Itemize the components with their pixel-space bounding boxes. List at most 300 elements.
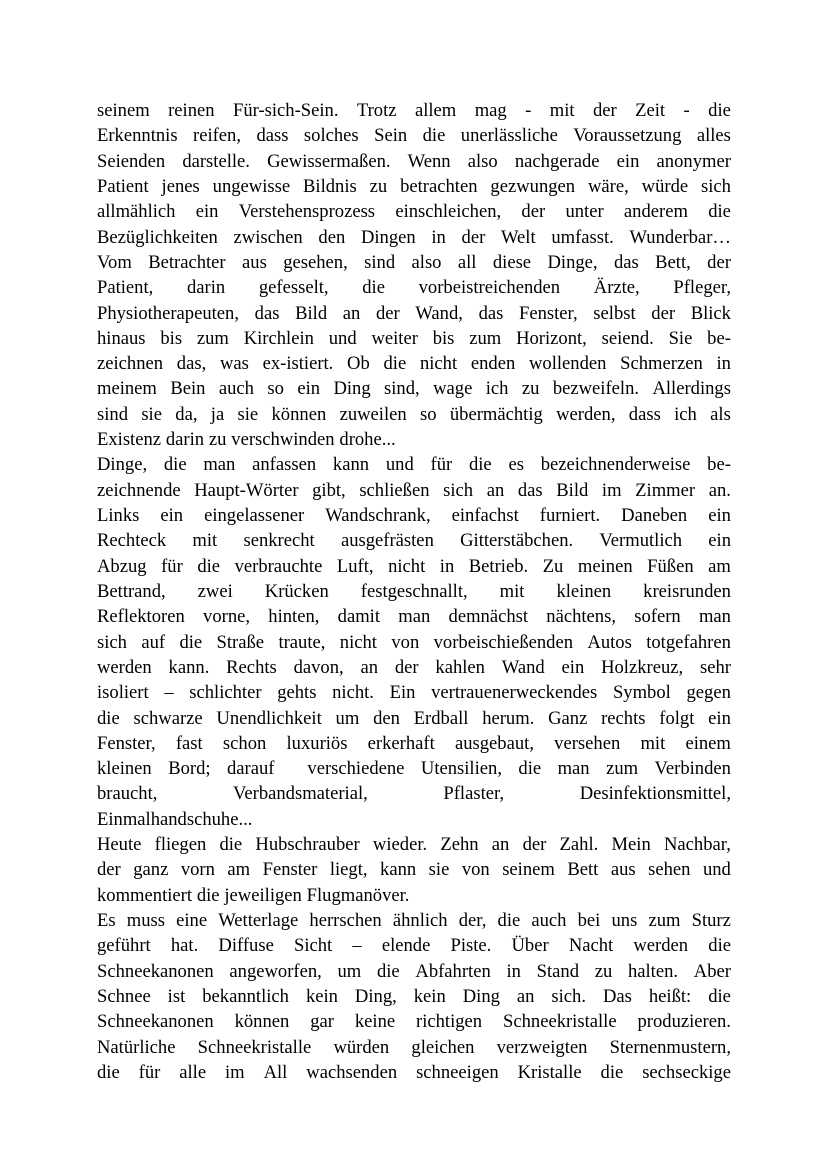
word: zwei xyxy=(197,580,233,602)
word: Blick xyxy=(690,302,731,324)
word: Wetterlage xyxy=(218,910,299,931)
word: Sternenmustern, xyxy=(609,1036,731,1058)
word: Für-sich-Sein. xyxy=(232,100,339,121)
word: gesehen, xyxy=(283,251,348,273)
word: be- xyxy=(707,454,731,476)
word: Zehn xyxy=(440,834,479,856)
word: in xyxy=(716,353,731,375)
text-line xyxy=(97,250,731,275)
word: Ding xyxy=(462,985,500,1007)
word: betrachten xyxy=(400,175,478,197)
word: an xyxy=(516,985,535,1007)
word: im xyxy=(225,1061,245,1083)
body-text xyxy=(97,98,731,1085)
text-line xyxy=(97,756,731,781)
word: Ärzte, xyxy=(593,277,640,299)
word: nicht xyxy=(419,353,458,375)
word: folgt xyxy=(659,707,695,729)
word: bekanntlich xyxy=(202,985,289,1007)
word: Luft, xyxy=(336,555,374,577)
word: in xyxy=(439,555,455,577)
text-line xyxy=(97,1009,731,1034)
word: verschwinden xyxy=(231,429,335,451)
word: Patient, xyxy=(97,277,154,299)
word: vorne, xyxy=(203,606,251,628)
word: für xyxy=(138,1061,161,1083)
word: zu xyxy=(521,378,540,400)
word: weiter xyxy=(371,327,418,349)
word: Erkenntnis xyxy=(97,125,178,147)
word: aus xyxy=(610,859,636,881)
word: für xyxy=(161,555,183,577)
word: aus xyxy=(242,251,267,273)
word: Links xyxy=(97,505,140,526)
word: hat. xyxy=(170,935,199,957)
word: am xyxy=(708,555,731,577)
word: die xyxy=(97,1061,120,1083)
word: ich xyxy=(485,378,509,400)
word: Betrachter xyxy=(148,251,226,273)
word: der xyxy=(461,226,486,248)
word: anfassen xyxy=(252,454,317,476)
word: festgeschnallt, xyxy=(360,580,468,602)
word: Ding xyxy=(333,378,371,400)
word: die xyxy=(197,555,221,577)
word: Daneben xyxy=(621,505,688,526)
text-line xyxy=(97,731,731,756)
word: mag xyxy=(474,100,507,121)
word: zum xyxy=(606,758,639,780)
word: einfachst xyxy=(451,505,519,526)
word: Sie xyxy=(668,327,693,349)
word: ganz xyxy=(133,859,169,881)
word: sich xyxy=(701,175,731,197)
word: allmählich xyxy=(97,201,176,223)
word: allem xyxy=(414,100,457,121)
text-line xyxy=(97,984,731,1009)
text-line xyxy=(97,781,731,806)
text-line xyxy=(97,807,731,832)
word: uns xyxy=(611,910,638,931)
word: was xyxy=(219,353,249,375)
text-line xyxy=(97,351,731,376)
word: der xyxy=(375,302,400,324)
word: hinten, xyxy=(268,606,320,628)
word: Fenster xyxy=(262,859,318,881)
word: damit xyxy=(337,606,380,628)
text-line xyxy=(97,604,731,629)
word: ein xyxy=(561,656,585,678)
word: gehts xyxy=(277,682,317,704)
word: die xyxy=(362,277,385,299)
word: umfasst. xyxy=(551,226,614,248)
word: Natürliche xyxy=(97,1036,176,1058)
word: all xyxy=(457,251,477,273)
word: Zu xyxy=(542,555,564,577)
word: an xyxy=(342,302,361,324)
word: der xyxy=(592,100,617,121)
word: die xyxy=(708,985,731,1007)
word: heißt: xyxy=(648,985,692,1007)
word: rechts xyxy=(601,707,646,729)
word: nicht xyxy=(388,555,426,577)
word: Verstehensprozess xyxy=(238,201,376,223)
word: der xyxy=(522,834,547,856)
word: gibt, xyxy=(312,479,346,501)
word: Vermutlich xyxy=(599,530,683,552)
word: unter xyxy=(565,201,604,223)
text-line xyxy=(97,680,731,705)
word: Nacht xyxy=(568,935,614,957)
word: kommentiert xyxy=(97,884,193,906)
word: verzweigten xyxy=(496,1036,588,1058)
word: Füßen xyxy=(647,555,694,577)
word: Schneekanonen xyxy=(97,960,214,982)
word: Pflaster, xyxy=(443,783,505,805)
word: in xyxy=(506,960,521,982)
word: gezwungen xyxy=(490,175,576,197)
word: Schmerzen xyxy=(620,353,703,375)
word: bis xyxy=(160,327,183,349)
word: Verbinden xyxy=(654,758,731,780)
word: die xyxy=(163,454,187,476)
word: die xyxy=(179,631,203,653)
text-line xyxy=(97,123,731,148)
word: Bild xyxy=(556,479,589,501)
word: vorbeischießenden xyxy=(433,631,574,653)
word: Bein xyxy=(170,378,206,400)
word: Zeit xyxy=(635,100,666,121)
word: nicht. xyxy=(332,682,374,704)
word: werden xyxy=(633,935,689,957)
word: darauf xyxy=(227,758,275,780)
word: zuweilen xyxy=(339,403,407,425)
word: vertrauenerweckendes xyxy=(431,682,598,704)
word: sechseckige xyxy=(642,1061,731,1083)
word: Zimmer xyxy=(635,479,696,501)
word: mit xyxy=(640,732,666,754)
word: schneeigen xyxy=(416,1061,499,1083)
word: Über xyxy=(511,935,549,957)
word: im xyxy=(601,479,622,501)
word: so xyxy=(420,403,437,425)
word: die xyxy=(196,884,220,906)
word: so xyxy=(267,378,284,400)
word: sie xyxy=(141,403,162,425)
word: um xyxy=(335,707,360,729)
word: Autos xyxy=(587,631,632,653)
word: kreisrunden xyxy=(643,580,731,602)
word: Bett, xyxy=(655,251,691,273)
word: jenes xyxy=(161,175,200,197)
text-line xyxy=(97,98,731,123)
word: zeichnen xyxy=(97,353,164,375)
word: – xyxy=(352,935,362,957)
word: Schnee xyxy=(97,985,151,1007)
word: an. xyxy=(708,479,731,501)
word: Abzug xyxy=(97,555,147,577)
word: können xyxy=(234,1011,290,1033)
word: Utensilien, xyxy=(420,758,502,780)
word: Straße xyxy=(216,631,265,653)
word: furniert. xyxy=(539,505,601,526)
text-line xyxy=(97,883,731,908)
word: für xyxy=(430,454,453,476)
text-line xyxy=(97,225,731,250)
word: der xyxy=(707,251,731,273)
word: das, xyxy=(176,353,207,375)
word: angeworfen, xyxy=(229,960,322,982)
word: Hubschrauber xyxy=(255,834,360,856)
word: der xyxy=(394,656,419,678)
word: einem xyxy=(685,732,731,754)
word: das xyxy=(478,302,504,324)
text-line xyxy=(97,452,731,477)
word: anderem xyxy=(623,201,688,223)
word: schlichter xyxy=(189,682,262,704)
word: braucht, xyxy=(97,783,158,805)
word: sehr xyxy=(699,656,731,678)
word: davon, xyxy=(293,656,344,678)
word: der xyxy=(651,302,676,324)
text-line xyxy=(97,959,731,984)
word: der, xyxy=(458,910,487,931)
word: ein xyxy=(160,505,184,526)
word: Horizont, xyxy=(516,327,587,349)
word: wachsenden xyxy=(306,1061,398,1083)
word: eine xyxy=(176,910,208,931)
word: mit xyxy=(499,580,525,602)
word: und xyxy=(385,454,414,476)
word: ein xyxy=(616,150,640,172)
word: darin xyxy=(186,277,226,299)
word: keine xyxy=(354,1011,396,1033)
word: ein xyxy=(195,201,219,223)
word: und xyxy=(328,327,357,349)
word: Ding, xyxy=(354,985,397,1007)
word: traute, xyxy=(278,631,326,653)
text-line xyxy=(97,933,731,958)
word: darstelle. xyxy=(182,150,250,172)
word: Symbol xyxy=(612,682,671,704)
word: richtigen xyxy=(416,1011,483,1033)
word: ex-istiert. xyxy=(262,353,334,375)
word: Kristalle xyxy=(517,1061,582,1083)
word: Abfahrten xyxy=(415,960,491,982)
word: elende xyxy=(381,935,431,957)
word: man xyxy=(398,606,431,628)
text-line xyxy=(97,528,731,553)
word: Ob xyxy=(347,353,370,375)
word: die xyxy=(219,834,243,856)
word: – xyxy=(164,682,174,704)
word: ein xyxy=(297,378,321,400)
word: bezeichnenderweise xyxy=(540,454,691,476)
word: reinen xyxy=(168,100,215,121)
word: dass xyxy=(628,403,661,425)
word: Pfleger, xyxy=(673,277,731,299)
word: Stand xyxy=(536,960,579,982)
word: demnächst xyxy=(448,606,529,628)
word: sofern xyxy=(634,606,681,628)
word: alle xyxy=(179,1061,207,1083)
word: Bild xyxy=(295,302,328,324)
word: sind, xyxy=(384,378,420,400)
word: sich. xyxy=(551,985,587,1007)
word: Unendlichkeit xyxy=(216,707,322,729)
word: zu xyxy=(594,960,613,982)
word: Physiotherapeuten, xyxy=(97,302,240,324)
word: Patient xyxy=(97,175,149,197)
word: sich xyxy=(97,631,127,653)
word: ein xyxy=(708,530,731,552)
word: kann xyxy=(332,454,370,476)
word: vorbeistreichenden xyxy=(418,277,561,299)
word: seinem xyxy=(97,100,150,121)
word: Bezüglichkeiten xyxy=(97,226,218,248)
word: zum xyxy=(196,327,229,349)
word: Wand xyxy=(501,656,545,678)
word: Haupt-Wörter xyxy=(194,479,299,501)
word: übermächtig xyxy=(449,403,543,425)
word: kahlen xyxy=(435,656,485,678)
word: Dinge, xyxy=(97,454,148,476)
word: an xyxy=(360,656,379,678)
word: Mein xyxy=(611,834,651,856)
word: diese xyxy=(492,251,532,273)
text-line xyxy=(97,478,731,503)
word: die xyxy=(708,935,731,957)
word: Existenz xyxy=(97,429,162,451)
word: da, xyxy=(175,403,198,425)
word: bezweifeln. xyxy=(552,378,640,400)
word: herum. xyxy=(482,707,535,729)
word: - xyxy=(525,100,532,121)
word: kein xyxy=(413,985,446,1007)
word: gegen xyxy=(686,682,731,704)
word: Dingen xyxy=(360,226,416,248)
word: sind xyxy=(364,251,396,273)
text-line xyxy=(97,427,731,452)
word: Kirchlein xyxy=(243,327,314,349)
word: All xyxy=(263,1061,288,1083)
word: seiend. xyxy=(601,327,654,349)
word: Heute xyxy=(97,834,142,856)
word: auf xyxy=(141,631,166,653)
word: zeichnende xyxy=(97,479,181,501)
word: die xyxy=(97,707,120,729)
word: Erdball xyxy=(413,707,469,729)
text-line xyxy=(97,149,731,174)
word: einschleichen, xyxy=(395,201,502,223)
word: erkerhaft xyxy=(367,732,435,754)
word: ungewisse xyxy=(212,175,291,197)
word: von xyxy=(461,859,490,881)
word: kann. xyxy=(168,656,210,678)
word: Nachbar, xyxy=(663,834,731,856)
word: sind xyxy=(97,403,128,425)
word: Fenster, xyxy=(97,732,156,754)
text-line xyxy=(97,376,731,401)
word: solches xyxy=(303,125,359,147)
word: gefesselt, xyxy=(258,277,329,299)
word: reifen, xyxy=(193,125,242,147)
word: sie xyxy=(237,403,259,425)
word: sich xyxy=(443,479,474,501)
word: ausgefrästen xyxy=(340,530,434,552)
word: Desinfektionsmittel, xyxy=(579,783,731,805)
word: darin xyxy=(165,429,205,451)
word: zum xyxy=(469,327,502,349)
text-line xyxy=(97,275,731,300)
word: Flugmanöver. xyxy=(306,884,410,906)
text-line xyxy=(97,630,731,655)
word: herrschen xyxy=(309,910,382,931)
word: Bett xyxy=(567,859,599,881)
word: die xyxy=(383,353,407,375)
word: ein xyxy=(708,707,731,729)
word: schon xyxy=(222,732,267,754)
word: Einmalhandschuhe... xyxy=(97,808,253,830)
word: Piste. xyxy=(450,935,492,957)
word: man xyxy=(698,606,731,628)
word: auch xyxy=(531,910,567,931)
word: sehen xyxy=(648,859,691,881)
word: schwarze xyxy=(133,707,203,729)
word: seinem xyxy=(502,859,555,881)
word: wieder. xyxy=(372,834,428,856)
word: gar xyxy=(310,1011,334,1033)
word: Krücken xyxy=(264,580,329,602)
word: eingelassener xyxy=(204,505,305,526)
word: die xyxy=(376,960,400,982)
word: den xyxy=(318,226,346,248)
word: die xyxy=(600,1061,624,1083)
word: alles xyxy=(696,125,731,147)
word: zwischen xyxy=(233,226,303,248)
word: wäre, xyxy=(587,175,629,197)
word: also xyxy=(411,251,442,273)
word: fast xyxy=(175,732,203,754)
word: werden xyxy=(97,656,152,678)
word: Bord; xyxy=(168,758,211,780)
word: zu xyxy=(369,175,388,197)
word: Voraussetzung xyxy=(573,125,682,147)
text-line xyxy=(97,199,731,224)
text-line xyxy=(97,174,731,199)
word: anonymer xyxy=(656,150,731,172)
word: Gitterstäbchen. xyxy=(460,530,574,552)
word: Ganz xyxy=(548,707,588,729)
word: Reflektoren xyxy=(97,606,185,628)
word: kein xyxy=(305,985,338,1007)
word: als xyxy=(710,403,731,425)
word: meinem xyxy=(97,378,157,400)
word: Sturz xyxy=(691,910,731,931)
word: Es xyxy=(97,910,116,931)
word: Bildnis xyxy=(303,175,357,197)
word: - xyxy=(683,100,690,121)
word: die xyxy=(708,100,731,121)
word: bis xyxy=(432,327,455,349)
word: zum xyxy=(648,910,681,931)
word: mit xyxy=(192,530,218,552)
word: isoliert xyxy=(97,682,149,704)
word: ausgebaut, xyxy=(454,732,534,754)
word: gleichen xyxy=(411,1036,475,1058)
word: das xyxy=(254,302,280,324)
word: drohe... xyxy=(339,429,396,451)
